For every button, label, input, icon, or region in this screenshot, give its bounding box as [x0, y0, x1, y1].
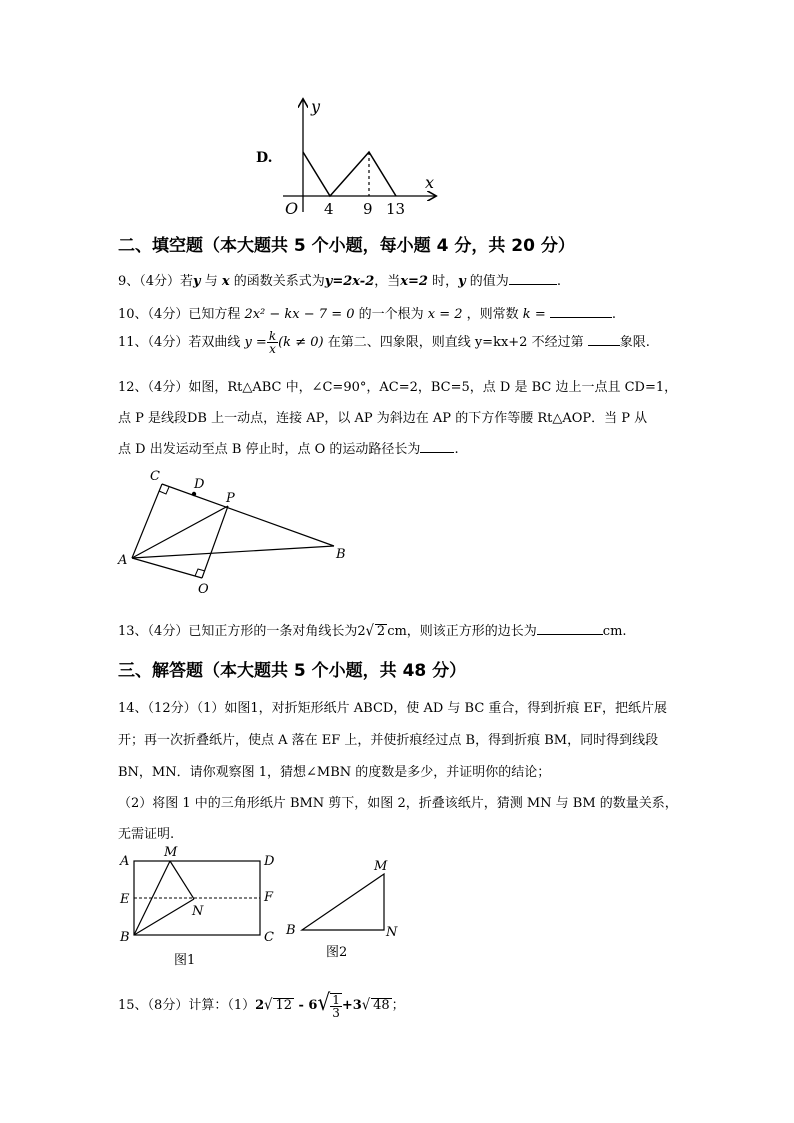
q11-end: 象限.	[619, 335, 650, 350]
q13-prefix: 13、（4分）已知正方形的一条对角线长为	[118, 624, 358, 639]
q12-seg-AC	[132, 484, 162, 558]
q10-root: x = 2	[427, 307, 463, 322]
q15-end: ；	[391, 998, 405, 1013]
option-d-label: D.	[256, 150, 273, 166]
q12-seg-AB	[132, 546, 334, 558]
fig1-label-D: D	[264, 854, 275, 869]
q10-text3: =	[530, 307, 550, 322]
q9-answer-blank[interactable]	[509, 272, 557, 285]
q9-prefix: 9、（4分）若	[118, 274, 194, 289]
fig1-label-C: C	[264, 930, 274, 945]
question-14-line3: BN，MN．请你观察图 1，猜想∠MBN 的度数是多少，并证明你的结论；	[118, 765, 551, 780]
q11-frac-num: k	[268, 329, 277, 343]
question-12-line3	[118, 438, 459, 457]
q15-sqrt-sign-3: √	[361, 996, 371, 1015]
q12-seg-AP	[132, 506, 228, 558]
fig2-label-B: B	[286, 923, 296, 938]
q9-condition: x=2	[400, 274, 428, 289]
q13-coef: 2	[357, 624, 366, 639]
fig1-label-F: F	[264, 890, 274, 905]
fig2-caption: 图2	[326, 945, 348, 960]
q13-answer-blank[interactable]	[537, 622, 603, 635]
graph-d	[275, 92, 445, 220]
q9-var-x: x	[221, 274, 230, 289]
q13-unit2: cm.	[602, 624, 627, 639]
q15-radicand-1: 12	[275, 998, 292, 1013]
x-axis-label: x	[425, 173, 435, 192]
fig1-seg-MN	[170, 861, 194, 899]
question-10	[118, 303, 616, 322]
q13-sqrt-sign: √	[365, 622, 374, 641]
q11-y-eq: y =	[244, 335, 267, 350]
q12-label-D: D	[194, 477, 205, 492]
q10-k: k	[522, 307, 531, 322]
q13-radicand: 2	[376, 624, 386, 639]
tick-label-9: 9	[363, 200, 373, 218]
q12-label-O: O	[198, 582, 209, 597]
q12-seg-CB	[162, 484, 334, 546]
q15-coef1: 2	[255, 998, 265, 1013]
q10-text2: ，则常数	[462, 307, 523, 322]
section2-heading: 二、填空题（本大题共 5 个小题，每小题 4 分，共 20 分）	[118, 236, 575, 256]
q15-frac-den: 3	[332, 1005, 340, 1020]
question-13	[118, 620, 627, 639]
q15-fraction	[330, 993, 342, 1019]
q11-answer-blank[interactable]	[588, 333, 620, 346]
fig1-label-M: M	[164, 845, 178, 860]
y-axis-label: y	[311, 97, 321, 116]
section3-heading: 三、解答题（本大题共 5 个小题，共 48 分）	[118, 661, 467, 681]
question-9	[118, 270, 561, 289]
fig1-label-A: A	[120, 854, 130, 869]
question-15	[118, 990, 405, 1019]
q9-formula: y=2x-2	[324, 274, 375, 289]
q11-text1: 在第二、四象限，则直线 y=kx+2 不经过第	[323, 335, 588, 350]
q9-var-y: y	[193, 274, 201, 289]
question-11	[118, 330, 650, 355]
q9-text3: ，当	[374, 274, 401, 289]
q11-prefix: 11、（4分）若双曲线	[118, 335, 245, 350]
q12-seg-AO	[132, 558, 202, 578]
q9-var-y2: y	[458, 274, 466, 289]
q14-figure-2	[282, 858, 402, 964]
origin-label: O	[285, 199, 299, 218]
q11-condition: (k ≠ 0)	[278, 335, 324, 350]
question-14-line4: （2）将图 1 中的三角形纸片 BMN 剪下，如图 2，折叠该纸片，猜测 MN 与 BM 的数量关系，	[118, 796, 678, 811]
q10-answer-blank[interactable]	[550, 305, 612, 318]
tick-label-4: 4	[324, 200, 334, 218]
q15-op2: +3	[341, 998, 362, 1013]
question-14-line1: 14、（12分）（1）如图1，对折矩形纸片 ABCD，使 AD 与 BC 重合，得到折痕 EF，把纸片展	[118, 701, 668, 716]
q9-text1: 与	[200, 274, 222, 289]
question-12-line2: 点 P 是线段DB 上一动点，连接 AP，以 AP 为斜边在 AP 的下方作等腰 Rt△AOP．当 P 从	[118, 411, 648, 426]
q15-radicand-3: 48	[373, 998, 390, 1013]
q14-figure-1	[112, 843, 284, 969]
q12-figure	[112, 466, 352, 598]
fig2-label-M: M	[374, 859, 388, 874]
fig2-triangle-BMN	[302, 874, 384, 930]
q10-prefix: 10、（4分）已知方程	[118, 307, 245, 322]
graph-d-curve	[303, 152, 396, 196]
q9-end: .	[556, 274, 561, 289]
q15-op1: - 6	[293, 998, 318, 1013]
q15-sqrt-sign-2: √	[317, 988, 331, 1016]
q12-answer-blank[interactable]	[420, 440, 454, 453]
q10-text1: 的一个根为	[354, 307, 428, 322]
fig1-label-E: E	[120, 892, 130, 907]
question-14-line2: 开；再一次折叠纸片，使点 A 落在 EF 上，并使折痕经过点 B，得到折痕 BM，同时得到线段	[118, 733, 659, 748]
fig1-label-N: N	[192, 904, 204, 919]
q10-equation: 2x² − kx − 7 = 0	[244, 307, 355, 322]
fig1-label-B: B	[120, 930, 130, 945]
q9-text4: 时，	[427, 274, 459, 289]
q12-label-A: A	[118, 553, 128, 568]
q12-line3-text: 点 D 出发运动至点 B 停止时，点 O 的运动路径长为	[118, 442, 421, 457]
q12-label-C: C	[150, 469, 160, 484]
q10-end: .	[611, 307, 616, 322]
q12-point-D	[192, 492, 196, 496]
q11-fraction	[267, 330, 278, 355]
q15-prefix: 15、（8分）计算：（1）	[118, 998, 256, 1013]
q15-frac-num: 1	[332, 992, 340, 1007]
q11-frac-den: x	[269, 342, 276, 356]
q9-text2: 的函数关系式为	[229, 274, 325, 289]
question-12-line1: 12、（4分）如图，Rt△ABC 中，∠C=90°，AC=2，BC=5，点 D 是 BC 边上一点且 CD=1，	[118, 380, 678, 395]
q9-text5: 的值为	[465, 274, 509, 289]
q13-unit1: cm，则该正方形的边长为	[387, 624, 537, 639]
q12-label-P: P	[226, 491, 235, 506]
question-14-line5: 无需证明.	[118, 827, 175, 842]
fig2-label-N: N	[386, 925, 398, 940]
q12-label-B: B	[336, 547, 346, 562]
fig1-caption: 图1	[174, 953, 196, 968]
q12-end: .	[454, 442, 459, 457]
q12-seg-PO	[202, 506, 228, 578]
q15-sqrt-sign-1: √	[264, 996, 273, 1015]
tick-label-13: 13	[386, 200, 406, 218]
